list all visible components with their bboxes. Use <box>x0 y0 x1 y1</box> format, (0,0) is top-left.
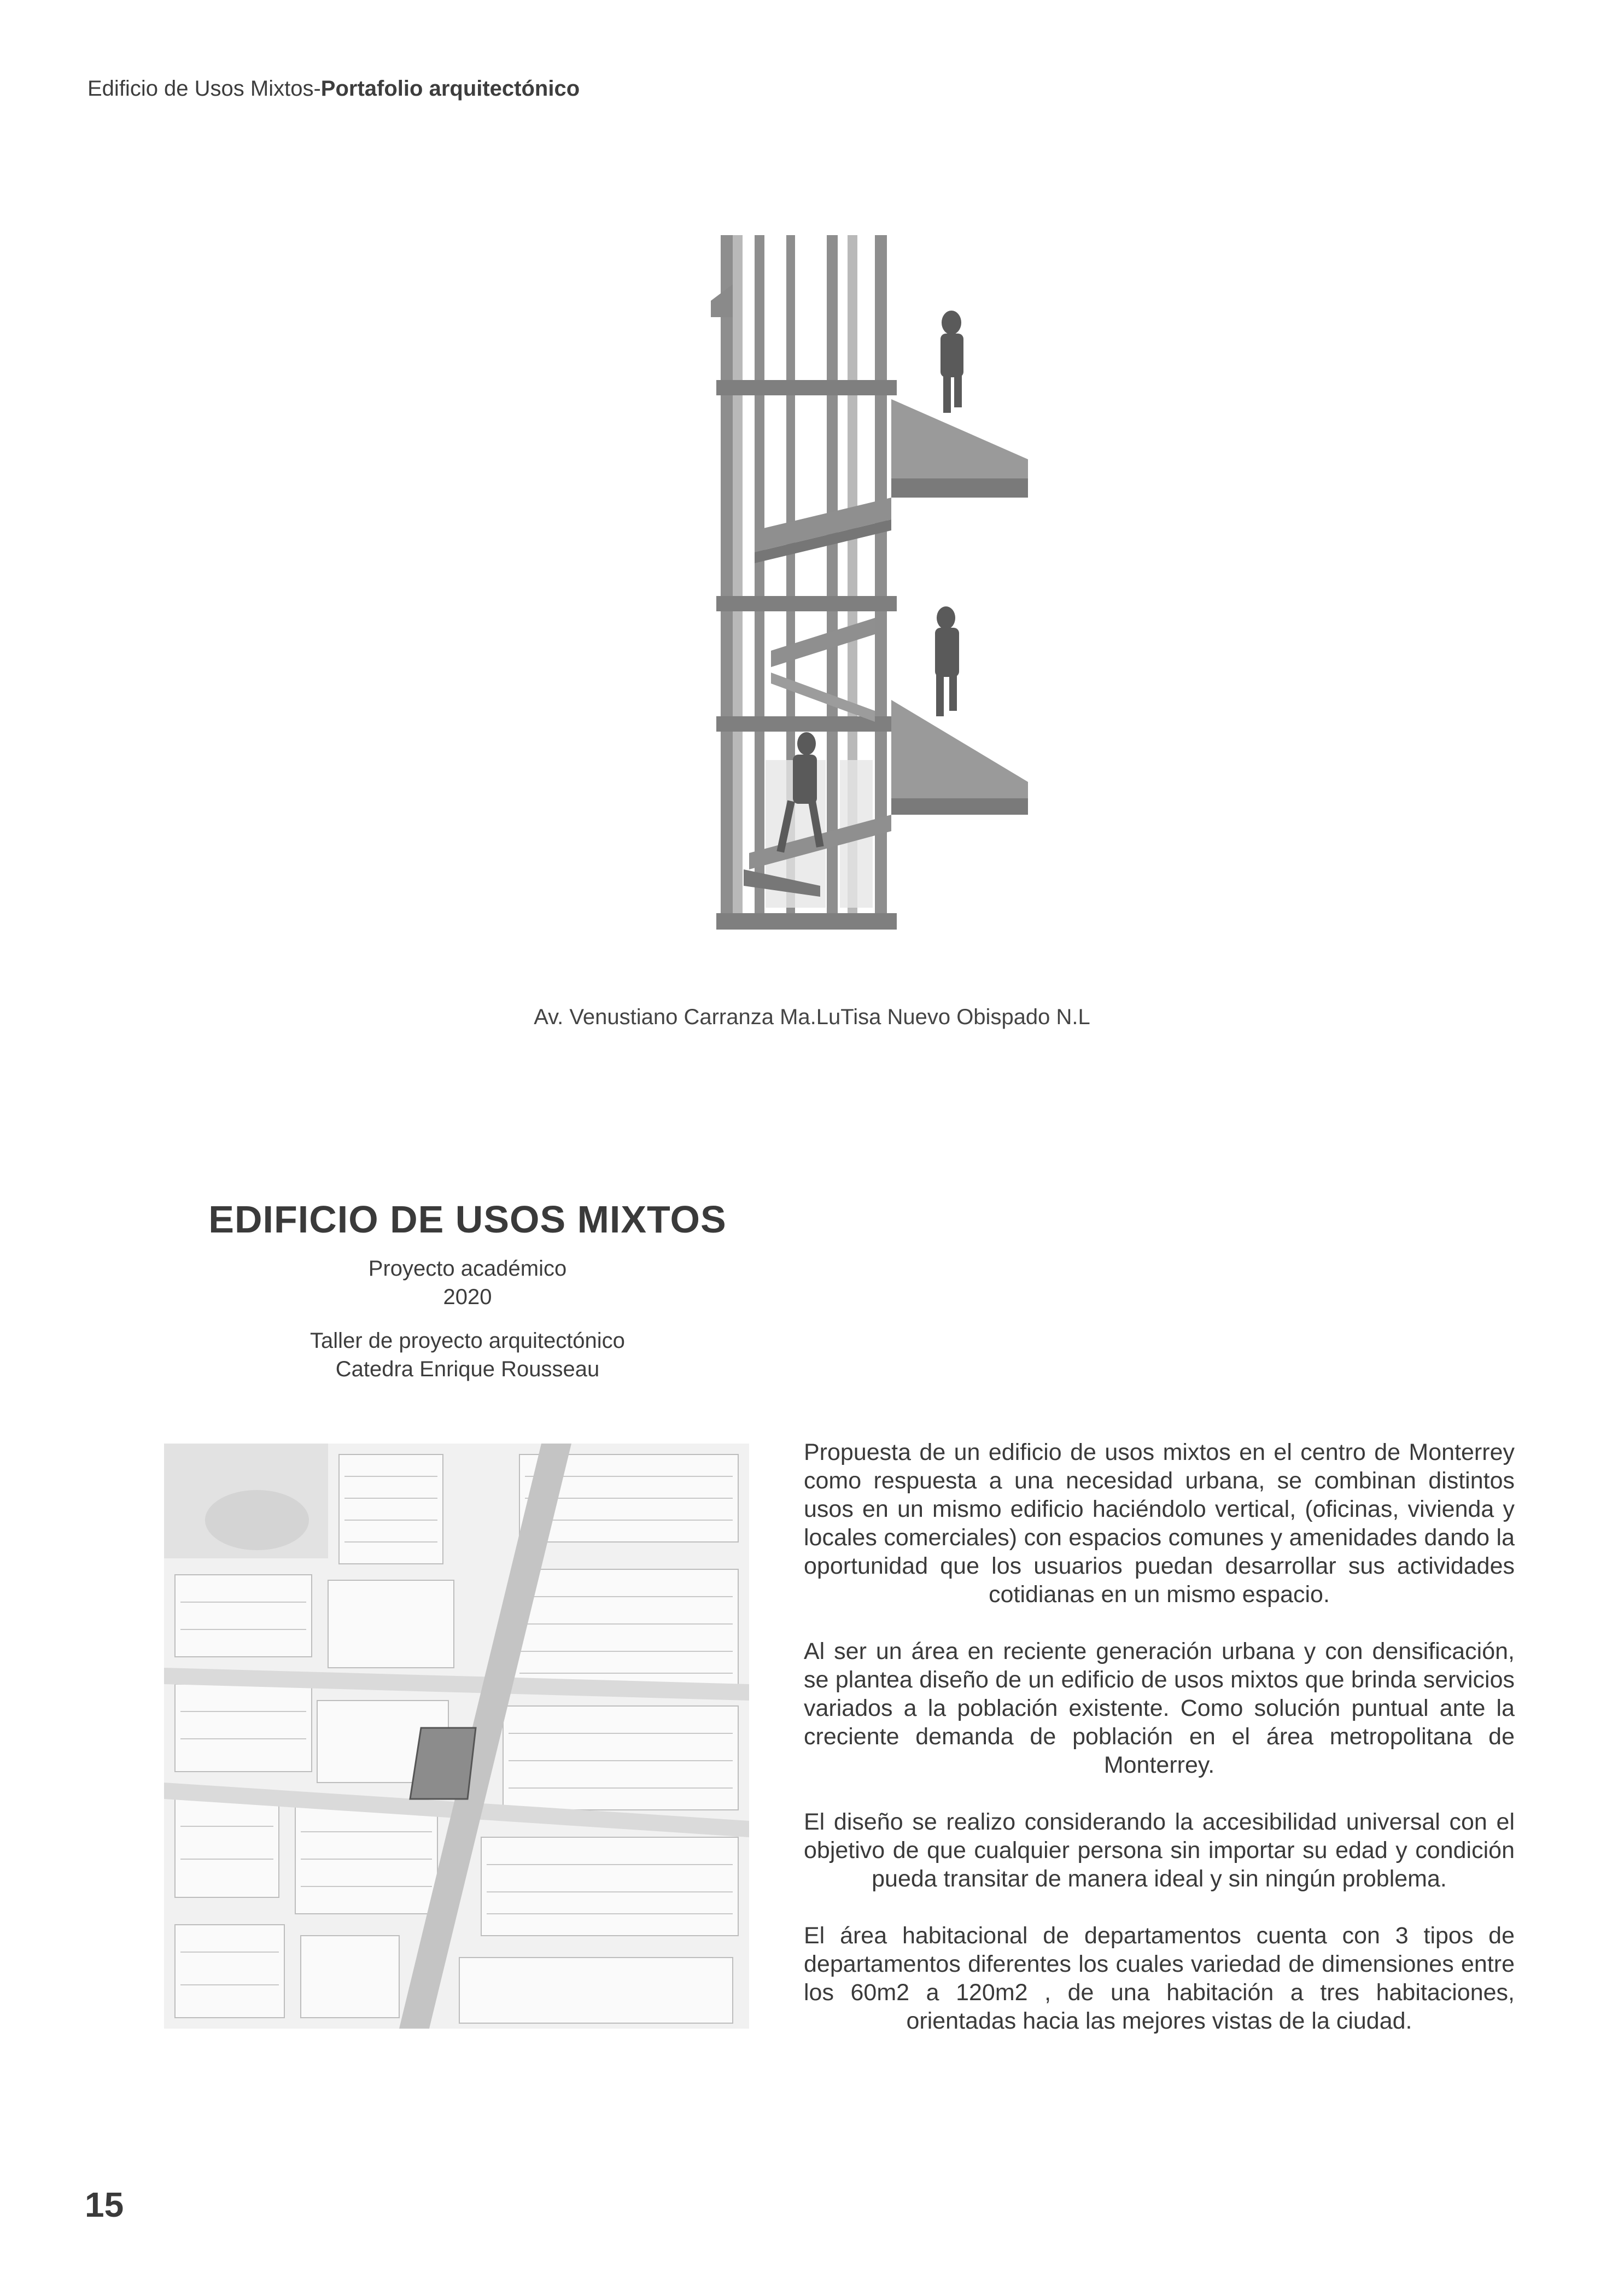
description-paragraph: El diseño se realizo considerando la accesibilidad universal con el objetivo de que cualquier persona sin importar su edad y condición pueda transitar de manera ideal y sin ningún problema. <box>804 1809 1515 1892</box>
stair-tower-render <box>711 235 1083 930</box>
header-prefix: Edificio de Usos Mixtos- <box>87 77 321 101</box>
page-number: 15 <box>85 2185 124 2224</box>
project-course: Taller de proyecto arquitectónico <box>310 1329 625 1353</box>
render-caption: Av. Venustiano Carranza Ma.LuTisa Nuevo Obispado N.L <box>534 1005 1090 1029</box>
running-header <box>87 77 580 101</box>
project-type: Proyecto académico <box>368 1257 567 1281</box>
project-course-block <box>194 1327 741 1383</box>
project-type-block <box>194 1254 741 1311</box>
site-map <box>164 1444 749 2029</box>
project-chair: Catedra Enrique Rousseau <box>335 1357 600 1381</box>
description-paragraph: Al ser un área en reciente generación urbana y con densificación, se plantea diseño de un edificio de usos mixtos que brinda servicios variados a la población existente. Como solución puntual ante la creciente demanda de población en el área metropolitana de Monterrey. <box>804 1638 1515 1778</box>
header-portfolio: Portafolio arquitectónico <box>320 77 580 101</box>
description-paragraph: Propuesta de un edificio de usos mixtos en el centro de Monterrey como respuesta a una necesidad urbana, se combinan distintos usos en un mismo edificio haciéndolo vertical, (oficinas, vivienda y locales comerciales) con espacios comunes y amenidades dando la oportunidad que los usuarios puedan desarrollar sus actividades cotidianas en un mismo espacio. <box>804 1439 1515 1608</box>
project-info <box>194 1197 741 1383</box>
description-paragraph: El área habitacional de departamentos cuenta con 3 tipos de departamentos diferentes los cuales variedad de dimensiones entre los 60m2 a 120m2 , de una habitación a tres habitaciones, orientadas hacia las mejores vistas de la ciudad. <box>804 1923 1515 2034</box>
project-title: EDIFICIO DE USOS MIXTOS <box>208 1198 727 1241</box>
project-description <box>804 1438 1515 2064</box>
project-year: 2020 <box>443 1285 492 1309</box>
